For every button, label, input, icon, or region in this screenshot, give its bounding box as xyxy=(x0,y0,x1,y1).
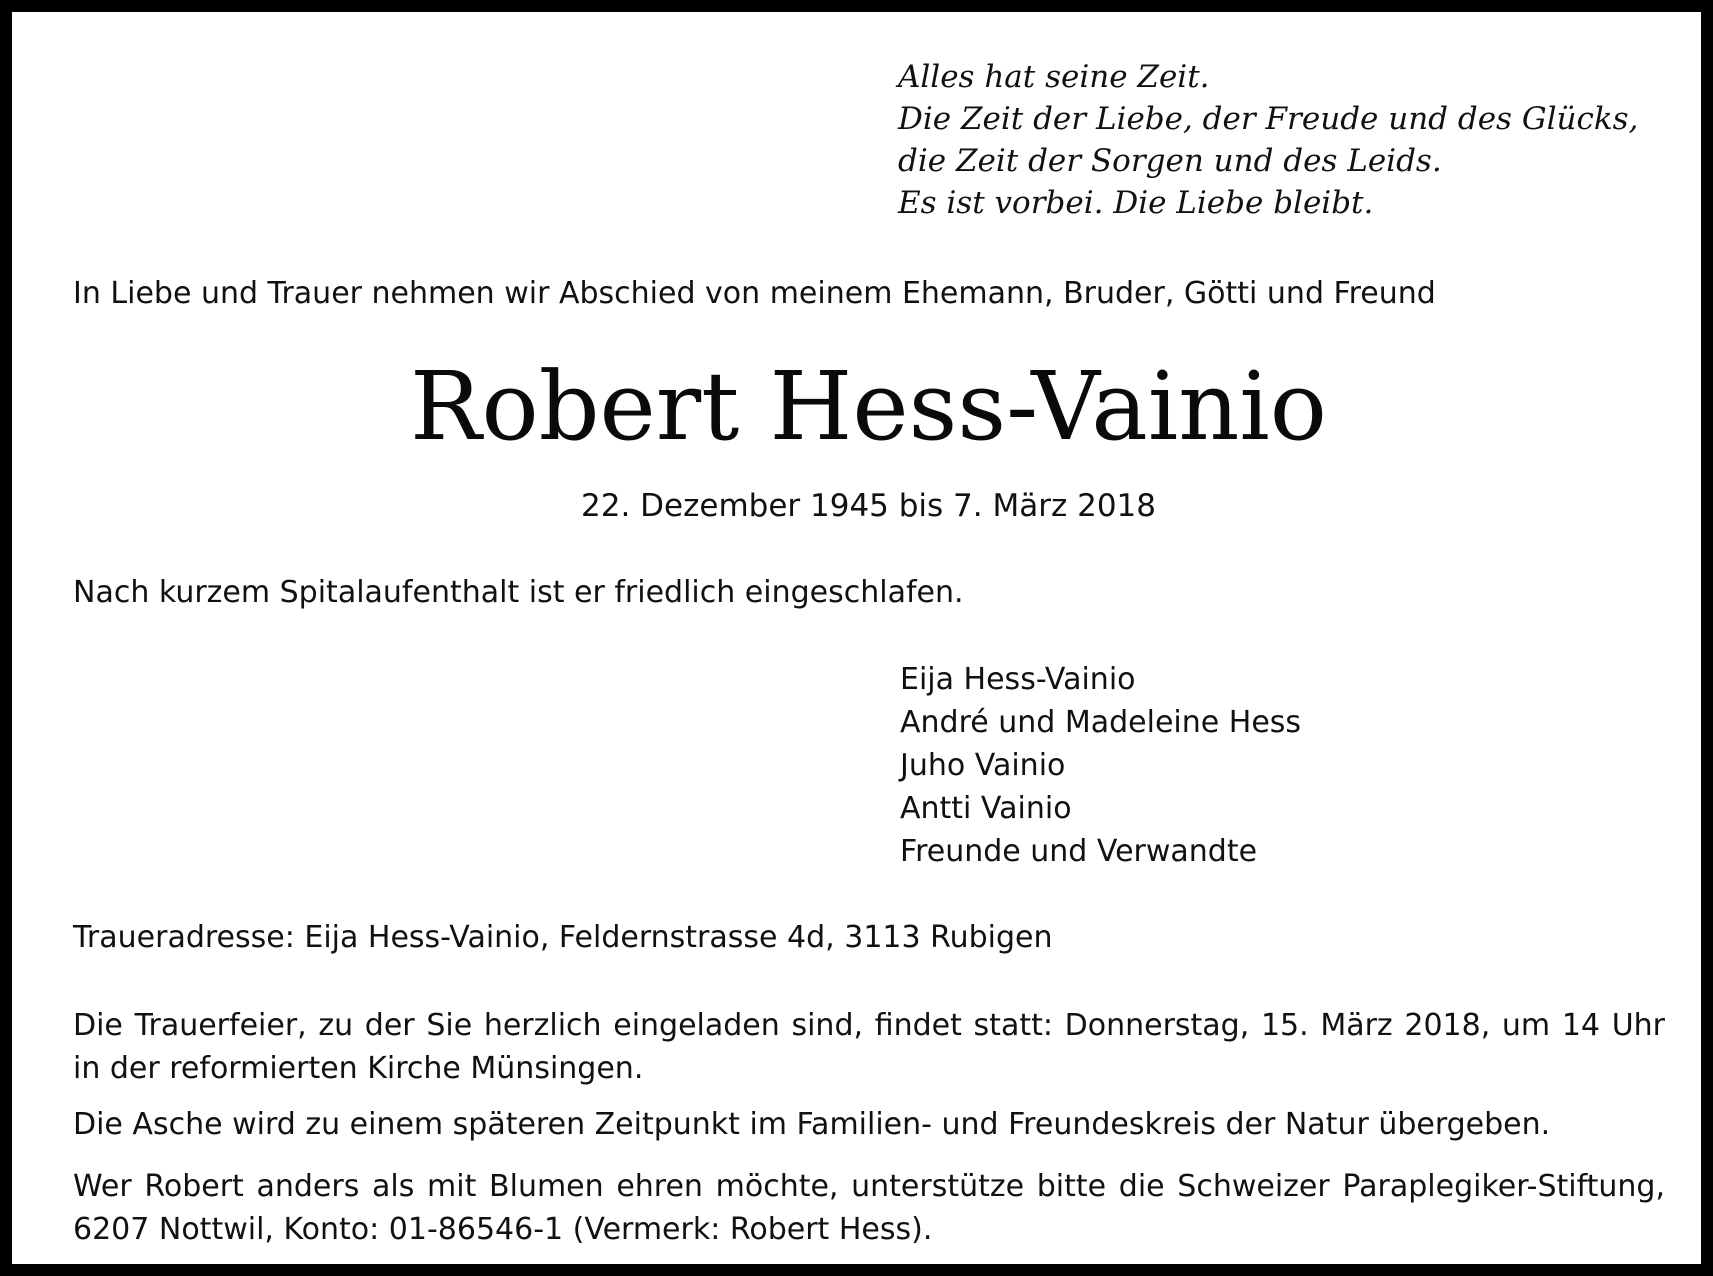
mourner-name: Juho Vainio xyxy=(900,748,1066,783)
mourner-name: Freunde und Verwandte xyxy=(900,834,1258,869)
poem xyxy=(898,56,1638,224)
deceased-name: Robert Hess-Vainio xyxy=(410,352,1327,462)
poem-line: die Zeit der Sorgen und des Leids. xyxy=(898,143,1442,179)
ashes-paragraph: Die Asche wird zu einem späteren Zeitpunkt im Familien- und Freundeskreis der Natur übergeben. xyxy=(73,1107,1551,1142)
mourning-address: Traueradresse: Eija Hess-Vainio, Feldernstrasse 4d, 3113 Rubigen xyxy=(73,920,1053,955)
intro-text: In Liebe und Trauer nehmen wir Abschied von meinem Ehemann, Bruder, Götti und Freund xyxy=(73,276,1436,311)
mourner-name: André und Madeleine Hess xyxy=(900,705,1302,740)
life-dates: 22. Dezember 1945 bis 7. März 2018 xyxy=(581,488,1156,524)
ceremony-paragraph: Die Trauerfeier, zu der Sie herzlich eingeladen sind, findet statt: Donnerstag, 15. März 2018, um 14 Uhr in der reformierten Kirche Münsingen. xyxy=(73,1008,1665,1086)
poem-line: Die Zeit der Liebe, der Freude und des Glücks, xyxy=(898,101,1639,137)
donation-paragraph: Wer Robert anders als mit Blumen ehren möchte, unterstütze bitte die Schweizer Paraplegiker-Stiftung, 6207 Nottwil, Konto: 01-86546-1 (Vermerk: Robert Hess). xyxy=(73,1169,1665,1247)
mourner-name: Eija Hess-Vainio xyxy=(900,662,1136,697)
passing-note: Nach kurzem Spitalaufenthalt ist er friedlich eingeschlafen. xyxy=(73,575,964,610)
poem-line: Alles hat seine Zeit. xyxy=(898,59,1210,95)
mourner-name: Antti Vainio xyxy=(900,791,1072,826)
mourners-list xyxy=(900,658,1301,873)
poem-line: Es ist vorbei. Die Liebe bleibt. xyxy=(898,185,1374,221)
